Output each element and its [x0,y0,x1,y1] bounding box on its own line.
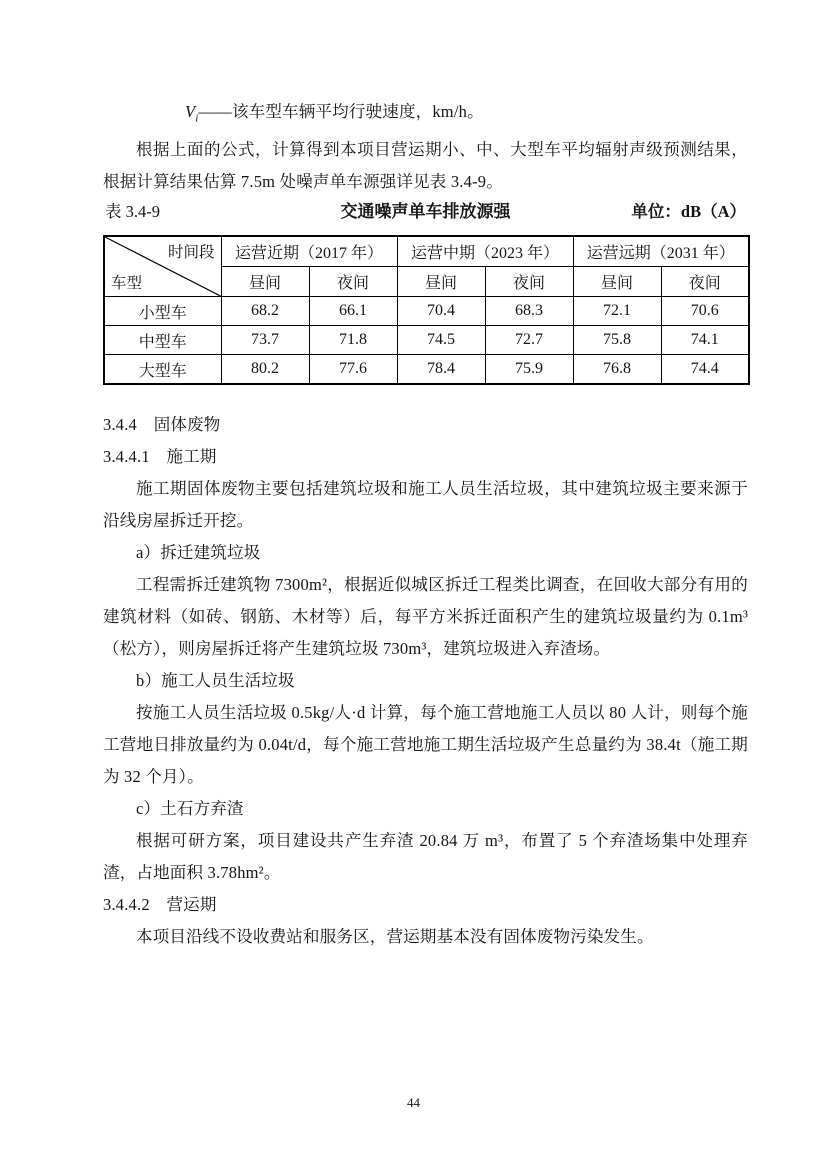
value-cell: 77.6 [309,355,397,385]
value-cell: 78.4 [397,355,485,385]
page-number: 44 [407,1095,420,1110]
subheader-night: 夜间 [485,267,573,297]
row-label: 小型车 [104,297,221,326]
table-row-large-vehicle [104,355,749,385]
table-row-medium-vehicle [104,326,749,355]
subheader-night: 夜间 [661,267,749,297]
subheader-day: 昼间 [397,267,485,297]
value-cell: 80.2 [221,355,309,385]
subheader-day: 昼间 [573,267,661,297]
value-cell: 74.4 [661,355,749,385]
corner-label-vehicle-type: 车型 [111,275,143,293]
value-cell: 72.7 [485,326,573,355]
table-label: 表 3.4-9 [105,202,160,222]
table-caption [103,200,748,224]
value-cell: 75.9 [485,355,573,385]
column-group-mid-term: 运营中期（2023 年） [397,236,573,267]
item-c-paragraph: 根据可研方案，项目建设共产生弃渣 20.84 万 m³，布置了 5 个弃渣场集中处理弃渣，占地面积 3.78hm²。 [103,831,748,883]
value-cell: 71.8 [309,326,397,355]
row-label: 中型车 [104,326,221,355]
item-b-paragraph: 按施工人员生活垃圾 0.5kg/人·d 计算，每个施工营地施工人员以 80 人计，则每个施工营地日排放量约为 0.04t/d，每个施工营地施工期生活垃圾产生总量约为 38.4t（施工期为 32 个月）。 [103,703,748,787]
table-row-small-vehicle [104,297,749,326]
value-cell: 70.6 [661,297,749,326]
item-b-heading: b）施工人员生活垃圾 [136,671,295,691]
row-label: 大型车 [104,355,221,385]
table-corner-cell [104,236,221,297]
value-cell: 76.8 [573,355,661,385]
value-cell: 74.5 [397,326,485,355]
section-heading-3-4-4-2: 3.4.4.2 营运期 [103,895,217,915]
item-c-heading: c）土石方弃渣 [136,799,244,819]
section-heading-3-4-4: 3.4.4 固体废物 [103,415,221,435]
item-a-paragraph: 工程需拆迁建筑物 7300m²，根据近似城区拆迁工程类比调查，在回收大部分有用的建筑材料（如砖、钢筋、木材等）后，每平方米拆迁面积产生的建筑垃圾量约为 0.1m³（松方），则房屋拆迁将产生建筑垃圾 730m³，建筑垃圾进入弃渣场。 [103,575,748,659]
table-title: 交通噪声单车排放源强 [340,202,511,222]
value-cell: 74.1 [661,326,749,355]
formula-variable: V [185,102,196,121]
value-cell: 75.8 [573,326,661,355]
section-heading-3-4-4-1: 3.4.4.1 施工期 [103,447,217,467]
page-content [103,0,748,953]
value-cell: 73.7 [221,326,309,355]
operation-period-paragraph: 本项目沿线不设收费站和服务区，营运期基本没有固体废物污染发生。 [136,927,654,947]
subheader-day: 昼间 [221,267,309,297]
formula-definition-text: ——该车型车辆平均行驶速度，km/h。 [198,102,484,121]
subheader-night: 夜间 [309,267,397,297]
formula-definition-line [103,96,748,134]
corner-label-period: 时间段 [167,244,215,262]
item-a-heading: a）拆迁建筑垃圾 [136,543,261,563]
value-cell: 68.2 [221,297,309,326]
column-group-far-term: 运营远期（2031 年） [573,236,749,267]
value-cell: 68.3 [485,297,573,326]
column-group-near-term: 运营近期（2017 年） [221,236,397,267]
formula-variable-subscript: i [195,112,199,125]
value-cell: 70.4 [397,297,485,326]
value-cell: 72.1 [573,297,661,326]
construction-waste-overview-paragraph: 施工期固体废物主要包括建筑垃圾和施工人员生活垃圾，其中建筑垃圾主要来源于沿线房屋拆迁开挖。 [103,479,748,531]
noise-source-table [103,235,750,385]
value-cell: 66.1 [309,297,397,326]
intro-paragraph: 根据上面的公式，计算得到本项目营运期小、中、大型车平均辐射声级预测结果，根据计算结果估算 7.5m 处噪声单车源强详见表 3.4-9。 [103,140,748,192]
table-unit: 单位：dB（A） [631,202,746,222]
